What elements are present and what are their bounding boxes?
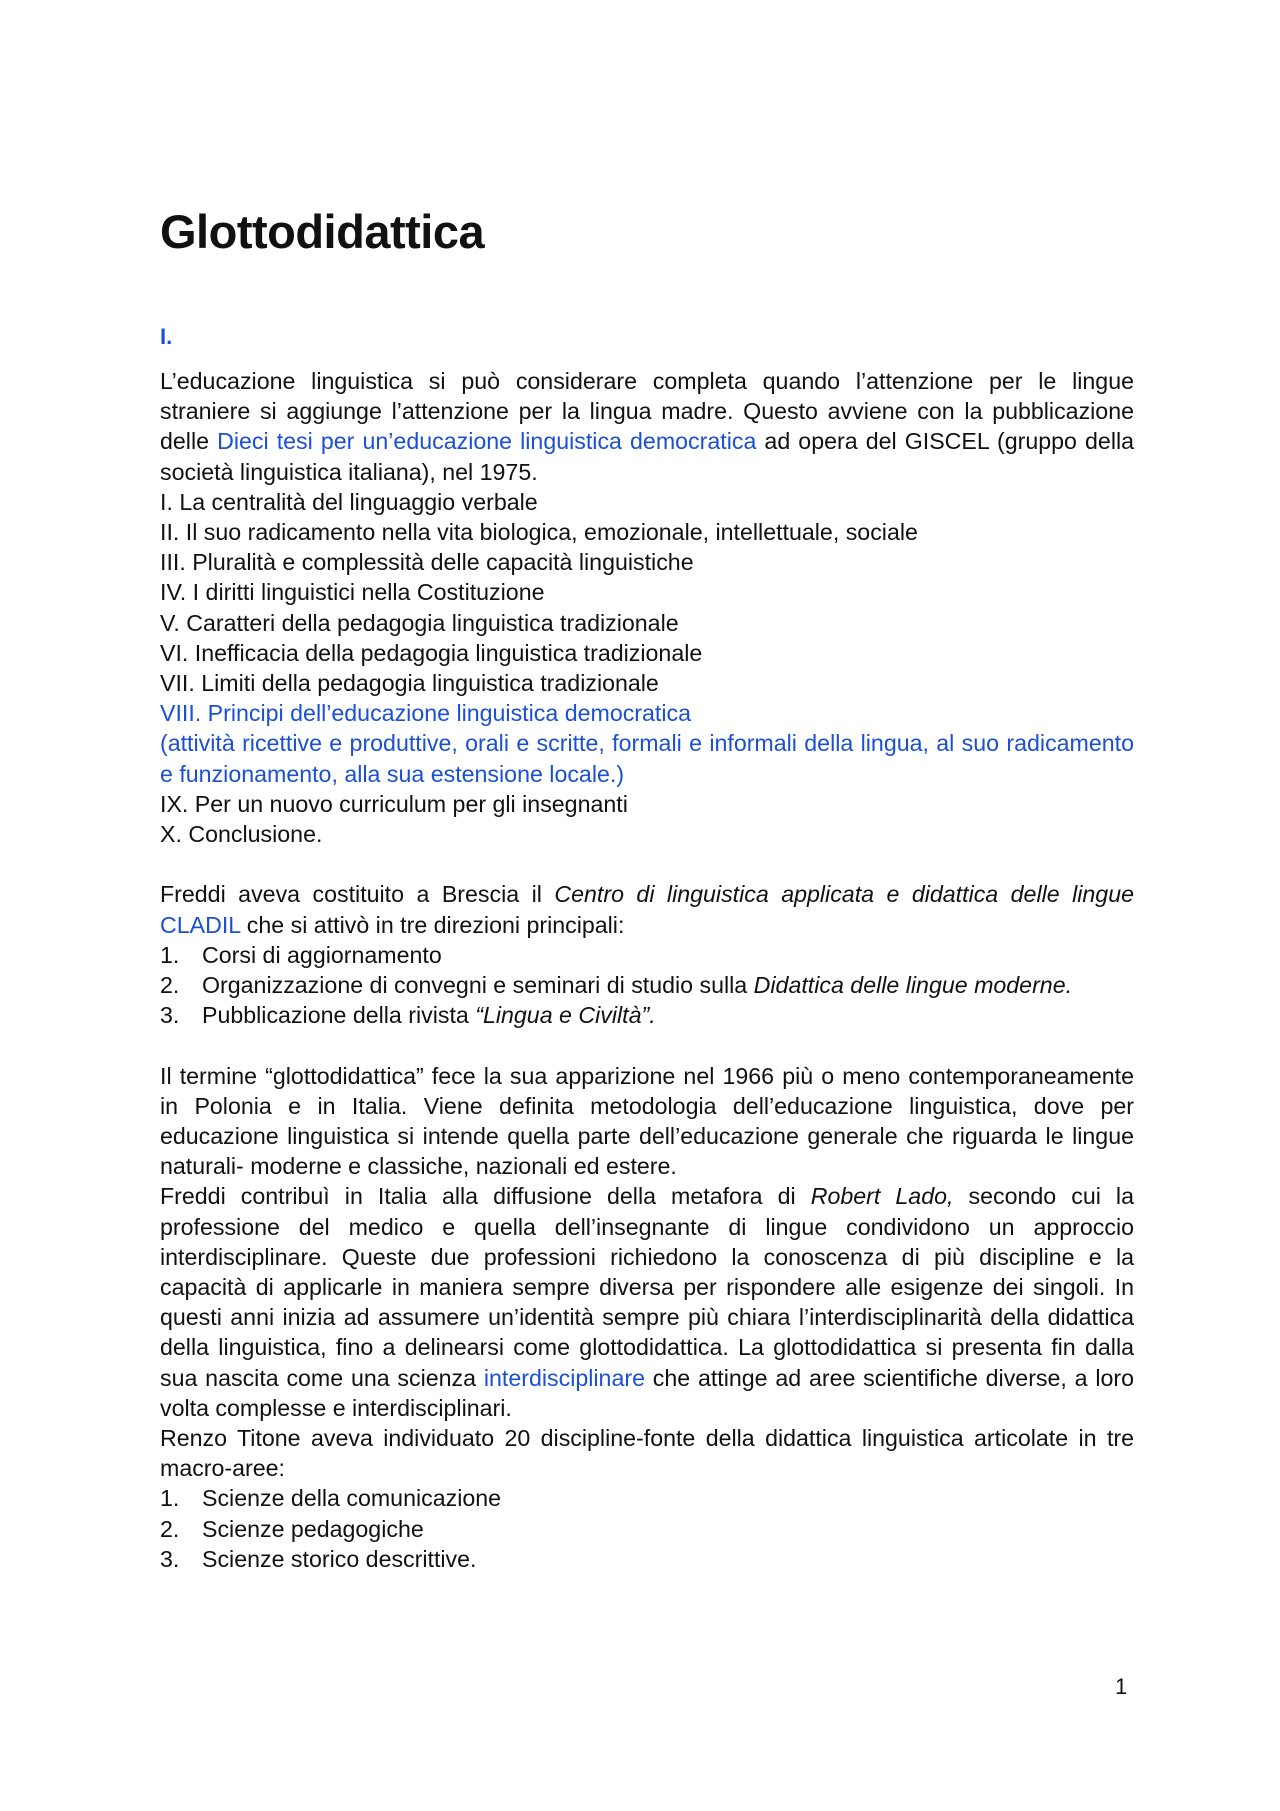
dieci-tesi-link[interactable]: Dieci tesi per un’educazione linguistica democratica <box>217 428 757 455</box>
list-item <box>160 940 1134 970</box>
list-number: 1. <box>160 1485 180 1512</box>
thesis-item: IV. I diritti linguistici nella Costituzione <box>160 579 545 606</box>
spacer <box>160 1030 1134 1060</box>
intro-text-end: ad opera del GISCEL (gruppo della società linguistica italiana), nel 1975. <box>160 428 1135 485</box>
list-item-text: Scienze pedagogiche <box>202 1515 424 1542</box>
thesis-item: I. La centralità del linguaggio verbale <box>160 488 538 515</box>
interdisciplinare-link[interactable]: interdisciplinare <box>483 1364 645 1391</box>
freddi-text-end: che si attivò in tre direzioni principali: <box>240 911 625 938</box>
list-number: 1. <box>160 941 180 968</box>
list-number: 3. <box>160 1545 180 1572</box>
document-body <box>160 366 1134 1574</box>
list-item-text: Scienze della comunicazione <box>202 1485 502 1512</box>
thesis-item: II. Il suo radicamento nella vita biologica, emozionale, intellettuale, sociale <box>160 519 918 546</box>
page-number: 1 <box>1115 1674 1128 1699</box>
list-number: 2. <box>160 1515 180 1542</box>
list-item-text: Scienze storico descrittive. <box>202 1545 477 1572</box>
lado-text-middle: secondo cui la professione del medico e quella dell’insegnante di lingue condividono un approccio interdisciplinare. Queste due professioni richiedono la conoscenza di più discipline e la capacità di applicarle in maniera sempre diversa per rispondere alle esigenze dei singoli. In questi anni inizia ad assumere un’identità sempre più chiara l’interdisciplinarità della didattica della linguistica, fino a delinearsi come glottodidattica. La glottodidattica si presenta fin dalla sua nascita come una scienza <box>160 1183 1134 1391</box>
thesis-item: III. Pluralità e complessità delle capacità linguistiche <box>160 549 694 576</box>
thesis-item: VI. Inefficacia della pedagogia linguistica tradizionale <box>160 639 703 666</box>
directions-list <box>160 940 1134 1031</box>
list-number: 3. <box>160 1002 180 1029</box>
thesis-item: V. Caratteri della pedagogia linguistica tradizionale <box>160 609 679 636</box>
centro-name: Centro di linguistica applicata e didattica delle lingue <box>554 881 1134 908</box>
list-item-text: Pubblicazione della rivista <box>202 1002 476 1029</box>
lado-paragraph <box>160 1181 1134 1423</box>
list-item <box>160 970 1134 1000</box>
section-label: I. <box>160 324 173 349</box>
titone-paragraph: Renzo Titone aveva individuato 20 discipline-fonte della didattica linguistica articolate in tre macro-aree: <box>160 1425 1134 1482</box>
lado-text-end: che attinge ad aree scientifiche diverse, a loro volta complesse e interdisciplinari. <box>160 1364 1135 1421</box>
list-item <box>160 1000 1134 1030</box>
list-item <box>160 1514 1134 1544</box>
theses-list <box>160 487 1134 849</box>
freddi-text-start: Freddi aveva costituito a Brescia il <box>160 881 555 908</box>
list-item-text: Corsi di aggiornamento <box>202 941 442 968</box>
intro-text-start: L’educazione linguistica si può considerare completa quando l’attenzione per le lingue straniere si aggiunge l’attenzione per la lingua madre. Questo avviene con la pubblicazione delle <box>160 368 1134 455</box>
thesis-item: X. Conclusione. <box>160 821 323 848</box>
cladil-link[interactable]: CLADIL <box>160 911 241 938</box>
list-item <box>160 1544 1134 1574</box>
intro-paragraph <box>160 366 1134 487</box>
thesis-item: VII. Limiti della pedagogia linguistica tradizionale <box>160 670 659 697</box>
freddi-paragraph <box>160 879 1134 939</box>
thesis-8-detail[interactable]: (attività ricettive e produttive, orali e scritte, formali e informali della lingua, al suo radicamento e funzionamento, alla sua estensione locale.) <box>160 730 1134 787</box>
thesis-8-link[interactable]: VIII. Principi dell’educazione linguistica democratica <box>160 700 692 727</box>
areas-list <box>160 1483 1134 1574</box>
termine-paragraph: Il termine “glottodidattica” fece la sua apparizione nel 1966 più o meno contemporaneamente in Polonia e in Italia. Viene definita metodologia dell’educazione linguistica, dove per educazione linguistica si intende quella parte dell’educazione generale che riguarda le lingue naturali- moderne e classiche, nazionali ed estere. <box>160 1062 1134 1180</box>
robert-lado-name: Robert Lado, <box>810 1183 954 1210</box>
thesis-item: IX. Per un nuovo curriculum per gli insegnanti <box>160 790 628 817</box>
page-title: Glottodidattica <box>160 205 485 258</box>
list-item <box>160 1483 1134 1513</box>
spacer <box>160 849 1134 879</box>
lado-text-start: Freddi contribuì in Italia alla diffusione della metafora di <box>160 1183 811 1210</box>
list-number: 2. <box>160 972 180 999</box>
list-item-italic: “Lingua e Civiltà”. <box>475 1002 656 1029</box>
list-item-italic: Didattica delle lingue moderne. <box>753 972 1073 999</box>
list-item-text: Organizzazione di convegni e seminari di studio sulla <box>202 972 754 999</box>
